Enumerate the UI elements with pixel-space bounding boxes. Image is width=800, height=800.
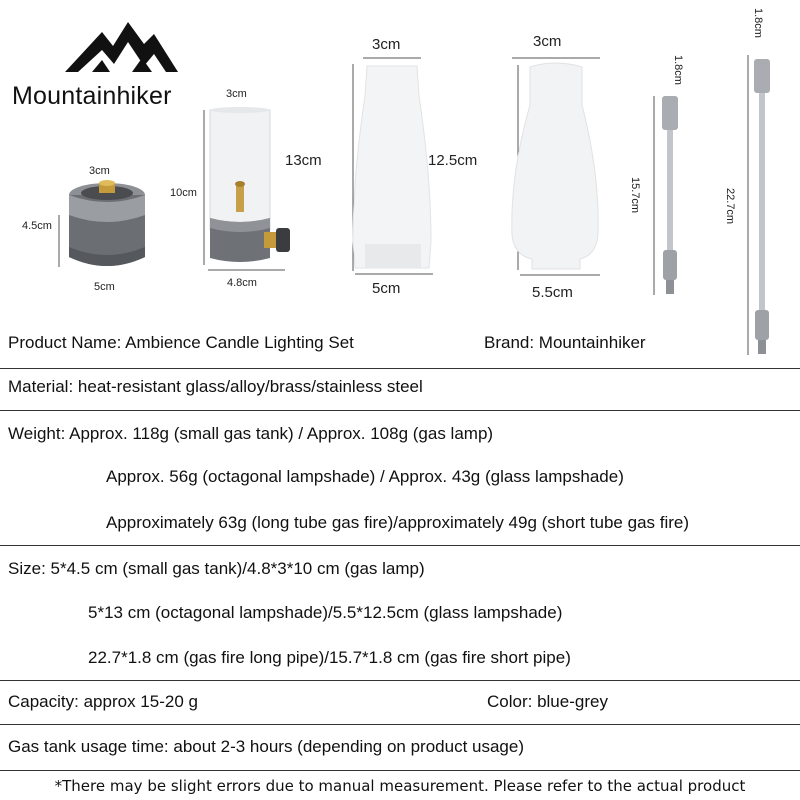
divider — [0, 724, 800, 725]
gas-tank-width-dim: 5cm — [94, 281, 115, 293]
spec-size-line2: 5*13 cm (octagonal lampshade)/5.5*12.5cm (glass lampshade) — [88, 603, 563, 622]
measurement-footnote: *There may be slight errors due to manual measurement. Please refer to the actual product — [54, 777, 746, 795]
glass-shade-top-dim: 3cm — [533, 33, 562, 50]
spec-weight-line3: Approximately 63g (long tube gas fire)/approximately 49g (short tube gas fire) — [106, 513, 690, 532]
octagonal-shade-width-dim: 5cm — [372, 280, 401, 297]
gas-lamp-height-dim: 10cm — [170, 187, 197, 199]
divider — [0, 410, 800, 411]
product-images-area — [0, 0, 800, 330]
octagonal-shade-height-dim: 13cm — [285, 152, 322, 169]
short-pipe-length-dim: 15.7cm — [629, 177, 641, 214]
gas-lamp-width-dim: 4.8cm — [227, 277, 257, 289]
divider — [0, 368, 800, 369]
spec-capacity: Capacity: approx 15-20 g — [8, 692, 198, 711]
spec-weight-line2: Approx. 56g (octagonal lampshade) / Approx. 43g (glass lampshade) — [106, 467, 624, 486]
spec-weight-line1: Weight: Approx. 118g (small gas tank) / Approx. 108g (gas lamp) — [8, 424, 494, 443]
divider — [0, 770, 800, 771]
brand-logo-text: Mountainhiker — [12, 82, 172, 110]
long-pipe-image — [740, 55, 780, 360]
spec-color: Color: blue-grey — [487, 692, 608, 711]
divider — [0, 680, 800, 681]
spec-usage-time: Gas tank usage time: about 2-3 hours (depending on product usage) — [8, 737, 525, 756]
gas-lamp-top-dim: 3cm — [226, 88, 247, 100]
spec-size-line1: Size: 5*4.5 cm (small gas tank)/4.8*3*10 cm (gas lamp) — [8, 559, 425, 578]
mountain-logo-icon — [10, 10, 220, 90]
gas-tank-height-dim: 4.5cm — [22, 220, 52, 232]
glass-shade-height-dim: 12.5cm — [428, 152, 478, 169]
short-pipe-diameter-dim: 1.8cm — [672, 55, 684, 85]
glass-shade-width-dim: 5.5cm — [532, 284, 573, 301]
glass-shade-image — [500, 55, 610, 280]
spec-product-name: Product Name: Ambience Candle Lighting Set — [8, 333, 354, 352]
spec-size-line3: 22.7*1.8 cm (gas fire long pipe)/15.7*1.8 cm (gas fire short pipe) — [88, 648, 571, 667]
long-pipe-diameter-dim: 1.8cm — [752, 8, 764, 38]
spec-material: Material: heat-resistant glass/alloy/brass/stainless steel — [8, 377, 423, 396]
octagonal-shade-top-dim: 3cm — [372, 36, 401, 53]
octagonal-shade-image — [345, 56, 440, 281]
short-pipe-image — [650, 90, 690, 300]
long-pipe-length-dim: 22.7cm — [724, 188, 736, 225]
gas-tank-top-dim: 3cm — [89, 165, 110, 177]
spec-brand: Brand: Mountainhiker — [484, 333, 646, 352]
gas-tank-image — [55, 175, 160, 275]
divider — [0, 545, 800, 546]
gas-lamp-image — [200, 100, 300, 275]
